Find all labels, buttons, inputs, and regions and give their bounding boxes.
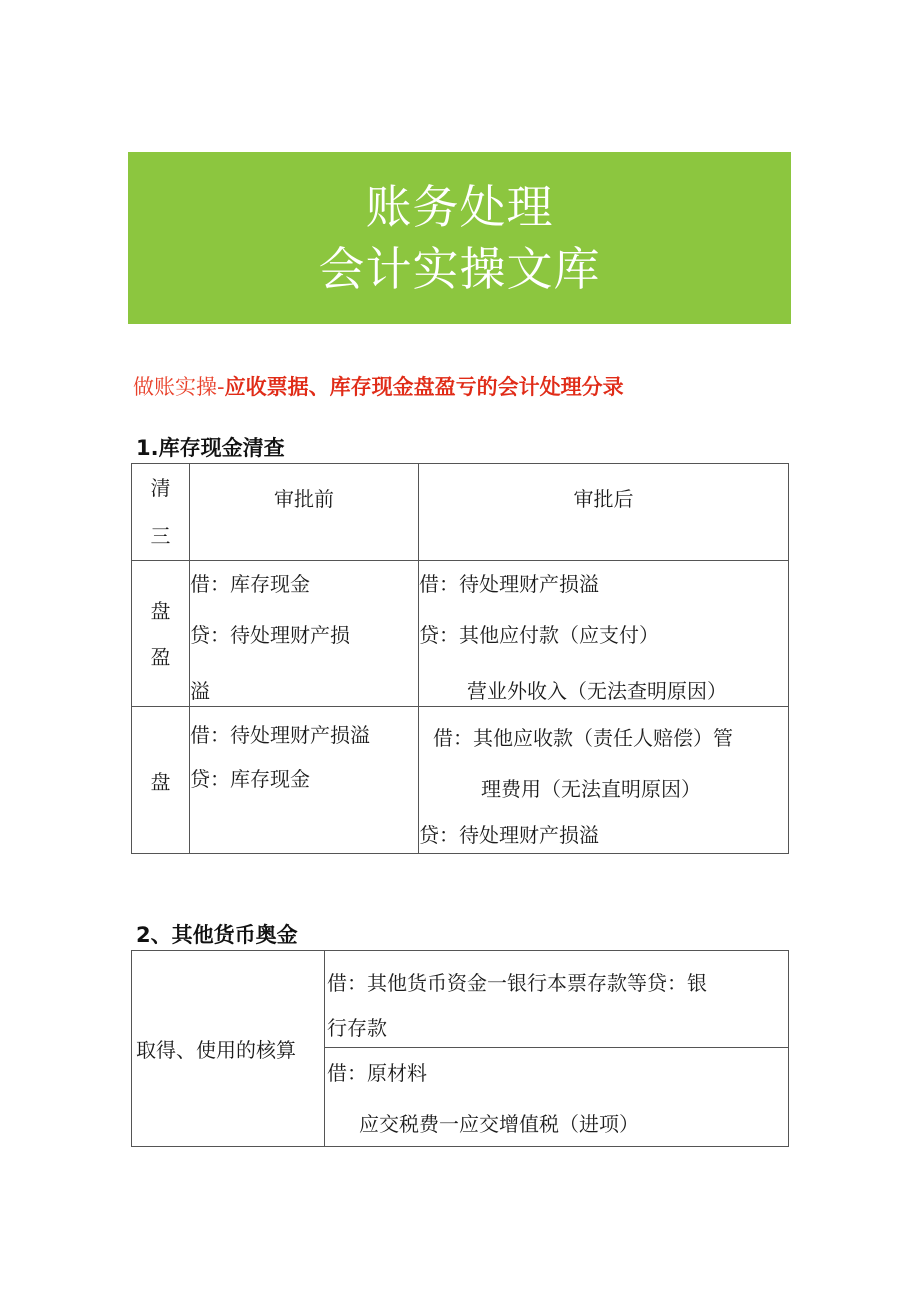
banner-title-line2: 会计实操文库 [318,242,601,296]
row-label-shortage [132,707,190,854]
surplus-after-line3: 营业外收入（无法查明原因） [467,679,727,703]
funds-entry2-line1: 借：原材料 [327,1061,427,1085]
table-row-shortage [132,707,789,854]
document-title-main: 应收票据、库存现金盘盈亏的会计处理分录 [224,375,624,399]
funds-entry1-line2: 行存款 [327,1016,387,1040]
shortage-after-line3: 贷：待处理财产损溢 [419,823,599,847]
shortage-before-line1: 借：待处理财产损溢 [190,723,370,747]
shortage-before-cell [190,707,419,854]
funds-label: 取得、使用的核算 [136,1038,296,1062]
title-banner [128,152,791,324]
surplus-before-cell [190,561,419,707]
other-monetary-funds-table [131,950,789,1147]
shortage-after-cell [419,707,789,854]
surplus-after-line1: 借：待处理财产损溢 [419,572,599,596]
shortage-before-line2: 贷：库存现金 [190,767,310,791]
surplus-after-cell [419,561,789,707]
row-label-surplus [132,561,190,707]
surplus-before-line2: 贷：待处理财产损 [190,623,350,647]
banner-title-line1: 账务处理 [365,180,554,234]
shortage-after-line2: 理费用（无法直明原因） [481,777,701,801]
header-category-char2: 三 [150,524,171,548]
shortage-after-line1: 借：其他应收款（责任人赔偿）管 [433,726,733,750]
funds-entry1-line1: 借：其他货币资金一银行本票存款等贷：银 [327,971,707,995]
table-header-row [132,464,789,561]
surplus-after-line2: 贷：其他应付款（应支付） [419,623,659,647]
surplus-before-line3: 溢 [190,679,210,703]
funds-entry1-cell [325,951,789,1048]
section2-heading: 2、其他货币奥金 [136,923,298,947]
header-cell-category [132,464,190,561]
surplus-before-line1: 借：库存现金 [190,572,310,596]
header-after-approval: 审批后 [573,487,634,511]
shortage-label-char: 盘 [150,769,171,794]
funds-entry2-line2: 应交税费一应交增值税（进项） [359,1112,639,1136]
funds-entry2-cell [325,1048,789,1147]
header-cell-after-approval [419,464,789,561]
document-title [133,371,624,401]
funds-label-cell [132,951,325,1147]
surplus-label-char1: 盘 [150,598,171,623]
surplus-label-char2: 盈 [150,644,171,669]
header-before-approval: 审批前 [274,487,334,511]
table-row-surplus [132,561,789,707]
cash-inventory-table [131,463,789,854]
funds-row-1 [132,951,789,1048]
header-cell-before-approval [190,464,419,561]
header-category-char1: 清 [150,476,171,500]
document-title-prefix: 做账实操- [133,375,225,399]
section1-heading: 1.库存现金清查 [136,436,285,460]
